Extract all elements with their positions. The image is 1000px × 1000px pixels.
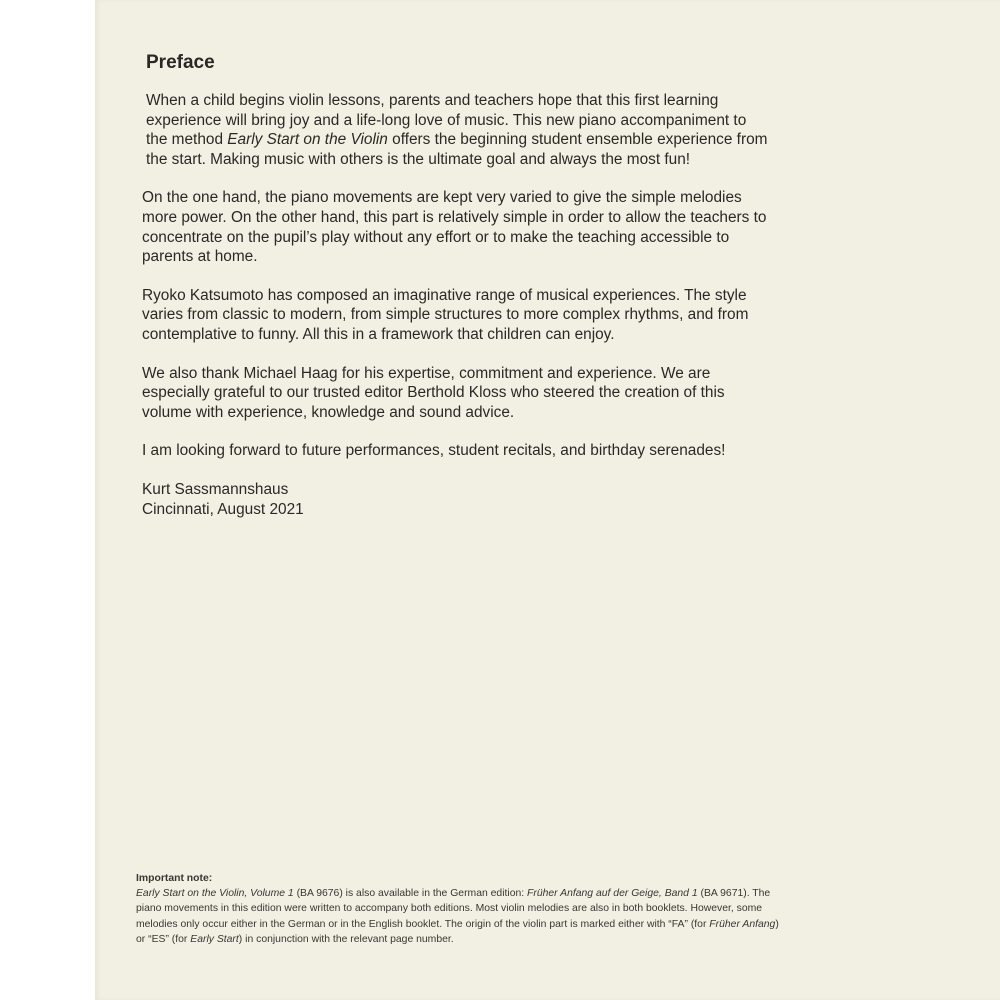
note-text-3: Früher Anfang auf der Geige, Band 1	[527, 888, 698, 900]
note-text-8: ) in conjunction with the relevant page number.	[238, 933, 454, 945]
note-text-4: (BA 9671). The piano movements in this edition were written to accompany both editions. Most violin melodies are also in both booklets. However, some melodies only occur either in the German or in the English booklet. The origin of the violin part is marked either with “FA” (for	[136, 888, 771, 930]
note-text-7: Early Start	[190, 933, 239, 945]
paragraph-3: Ryoko Katsumoto has composed an imaginative range of musical experiences. The style varies from classic to modern, from simple structures to more complex rhythms, and from contemplative to funny. All this in a framework that children can enjoy.	[142, 286, 749, 343]
page-title: Preface	[146, 52, 215, 73]
preface-section	[140, 52, 770, 519]
note-text-5: Früher Anfang	[709, 918, 776, 930]
author-name: Kurt Sassmannshaus	[142, 480, 289, 498]
paragraph-1-text-a: When a child begins violin lessons, parents and teachers hope that this first learning experience will bring joy and a life-long love of music. This new piano accompaniment to the method	[146, 92, 747, 149]
note-text-6: ) or “ES” (for	[136, 918, 779, 945]
important-note	[136, 871, 786, 947]
note-heading: Important note:	[136, 873, 213, 884]
note-text-2: (BA 9676) is also available in the German edition:	[293, 888, 528, 900]
paragraph-1	[140, 91, 770, 169]
paragraph-1-text-b: offers the beginning student ensemble experience from the start. Making music with others is the ultimate goal and always the most fun!	[146, 131, 768, 168]
document-page	[95, 0, 1000, 1000]
paragraph-5: I am looking forward to future performances, student recitals, and birthday serenades!	[142, 442, 726, 460]
paragraph-2: On the one hand, the piano movements are kept very varied to give the simple melodies more power. On the other hand, this part is relatively simple in order to allow the teachers to concentrate on the pupil’s play without any effort or to make the teaching accessible to parents at home.	[142, 189, 767, 266]
method-title: Early Start on the Violin	[227, 131, 388, 149]
signature-block	[140, 480, 770, 519]
place-date: Cincinnati, August 2021	[142, 500, 304, 518]
note-text-1: Early Start on the Violin, Volume 1	[136, 888, 294, 900]
paragraph-4: We also thank Michael Haag for his expertise, commitment and experience. We are especially grateful to our trusted editor Berthold Kloss who steered the creation of this volume with experience, knowledge and sound advice.	[142, 364, 725, 421]
